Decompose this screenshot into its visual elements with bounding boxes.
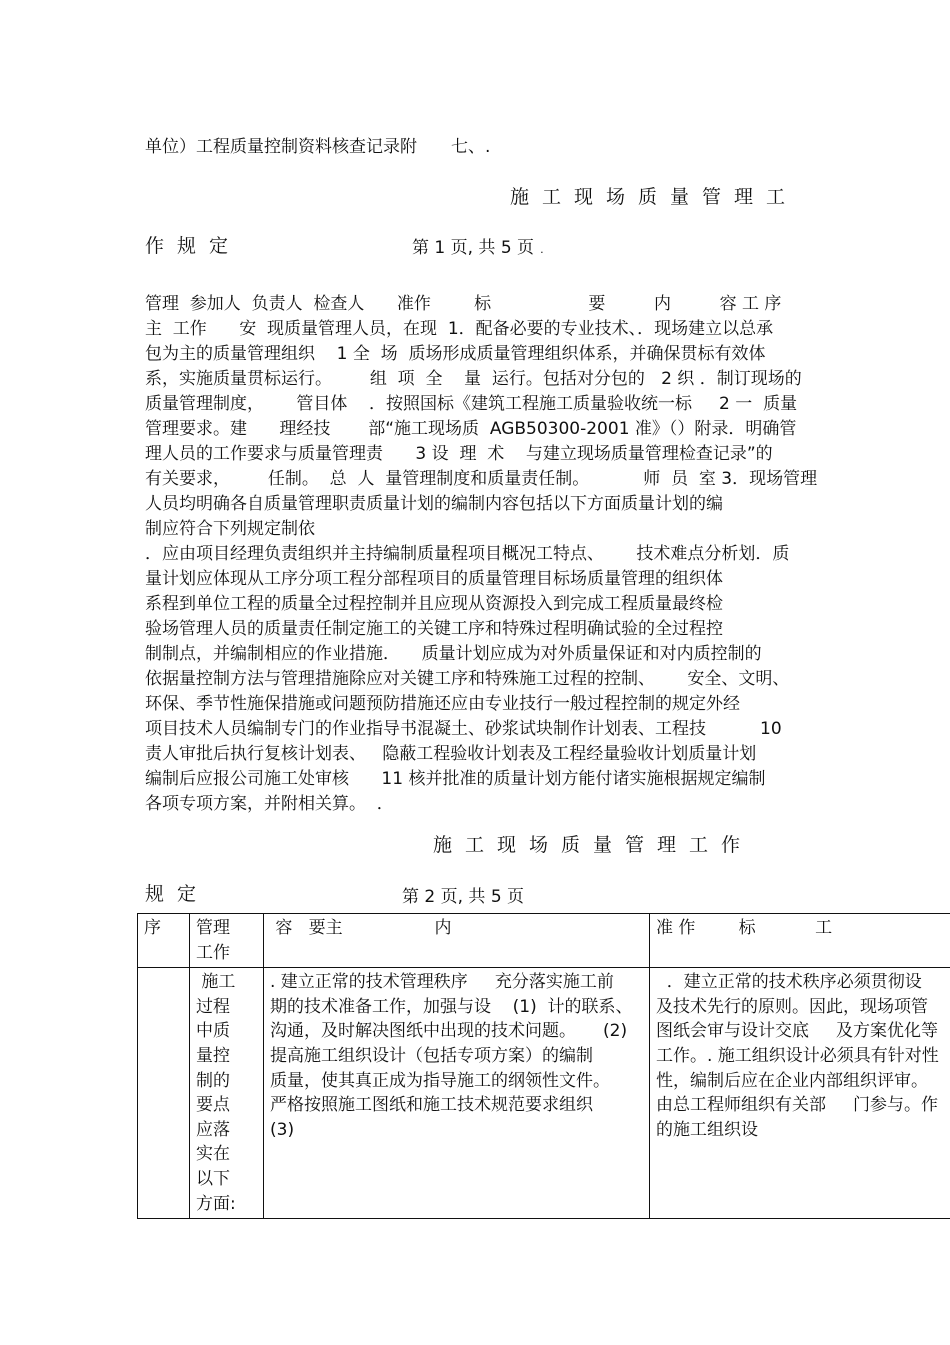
body-line: 有关要求， 任制。 总 人 量管理制度和质量责任制。 师 员 室 3．现场管理	[145, 469, 818, 489]
body-line: 环保、季节性施保措施或问题预防措施还应由专业技行一般过程控制的规定外经	[145, 694, 740, 714]
body-line: ．应由项目经理负责组织并主持编制质量程项目概况工特点、 技术难点分析划．质	[145, 544, 790, 564]
body-line: 主 工作 安 现质量管理人员，在现 1．配备必要的专业技术、．现场建立以总承	[145, 319, 774, 339]
page-info-mark: .	[540, 243, 544, 256]
body-line: 责人审批后执行复核计划表、 隐蔽工程验收计划表及工程经量验收计划质量计划	[145, 744, 757, 764]
body-line: 管理 参加人 负责人 检查人 准作 标 要 内 容 工 序	[145, 294, 782, 314]
cell-content: . 建立正常的技术管理秩序 充分落实施工前 期的技术准备工作，加强与设 (1) 计的联系、 沟通，及时解决图纸中出现的技术问题。 (2) 提高施工组织设计（包括专项方案）的编制 质量，使其真正成为指导施工的纲领性文件。 严格按照施工图纸和施工技术规范要求组织 (3)	[264, 968, 650, 1219]
page-info-text: 第 1 页, 共 5 页	[412, 238, 535, 258]
body-line: 各项专项方案，并附相关算。 ．	[145, 794, 394, 814]
page-number-1	[412, 233, 544, 258]
table-row	[138, 968, 950, 1219]
body-line: 系，实施质量贯标运行。 组 项 全 量 运行。包括对分包的 2 织 ．制订现场的	[145, 369, 802, 389]
body-line: 项目技术人员编制专门的作业指导书混凝土、砂浆试块制作计划表、工程技 10	[145, 719, 782, 739]
table-header-row	[138, 914, 950, 968]
header-standard: 准 作 标 工	[650, 914, 950, 968]
header-content: 容 要主 内	[264, 914, 650, 968]
quality-management-table	[137, 913, 950, 1219]
document-title-page2: 施工现场质量管理工作	[433, 834, 754, 856]
document-title-page2-continued: 规定	[145, 883, 210, 905]
body-line: 制应符合下列规定制依	[145, 519, 315, 539]
body-line: 编制后应报公司施工处审核 11 核并批准的质量计划方能付诸实施根据规定编制	[145, 769, 766, 789]
body-line: 包为主的质量管理组织 1 全 场 质场形成质量管理组织体系，并确保贯标有效体	[145, 344, 766, 364]
body-line: 管理要求。建 理经技 部“施工现场质 AGB50300-2001 准》（）附录．明确管	[145, 419, 797, 439]
body-line: 制制点，并编制相应的作业措施． 质量计划应成为对外质量保证和对内质控制的	[145, 644, 762, 664]
body-line: 依据量控制方法与管理措施除应对关键工序和特殊施工过程的控制、 安全、文明、	[145, 669, 790, 689]
body-line: 验场管理人员的质量责任制定施工的关键工序和特殊过程明确试验的全过程控	[145, 619, 723, 639]
document-title: 施工现场质量管理工	[510, 186, 799, 208]
body-line: 系程到单位工程的质量全过程控制并且应现从资源投入到完成工程质量最终检	[145, 594, 723, 614]
cell-seq	[138, 968, 190, 1219]
document-title-continued: 作规定	[145, 235, 242, 257]
body-line: 质量管理制度， 管目体 ．按照国标《建筑工程施工质量验收统一标 2 一 质量	[145, 394, 798, 414]
body-line: 理人员的工作要求与质量管理责 3 设 理 术 与建立现场质量管理检查记录”的	[145, 444, 773, 464]
body-line: 人员均明确各自质量管理职责质量计划的编制内容包括以下方面质量计划的编	[145, 494, 723, 514]
header-line: 单位）工程质量控制资料核查记录附 七、.	[145, 137, 491, 157]
cell-standard: ．建立正常的技术秩序必须贯彻设 及技术先行的原则。因此，现场项管 图纸会审与设计交底 及方案优化等 工作。. 施工组织设计必须具有针对性 性，编制后应在企业内部组织评审。 由总工程师组织有关部 门参与。作 的施工组织设	[650, 968, 950, 1219]
header-seq: 序	[138, 914, 190, 968]
page-number-2: 第 2 页, 共 5 页	[402, 887, 525, 907]
cell-mgmt-work: 施工 过程 中质 量控 制的 要点 应落 实在 以下 方面:	[190, 968, 264, 1219]
header-mgmt-work: 管理 工作	[190, 914, 264, 968]
body-line: 量计划应体现从工序分项工程分部程项目的质量管理目标场质量管理的组织体	[145, 569, 723, 589]
